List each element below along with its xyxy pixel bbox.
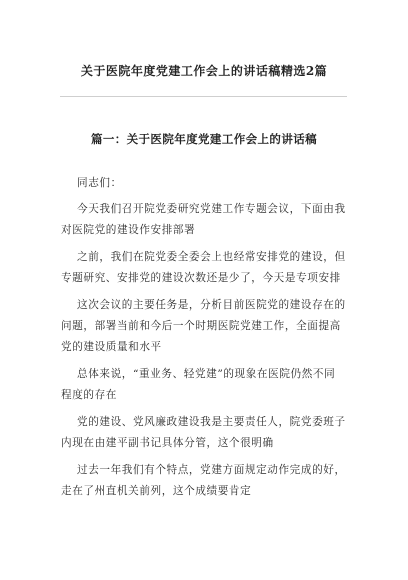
paragraph-line: 总体来说，“重业务、轻党建”的现象在医院仍然不同 xyxy=(77,368,336,380)
title-divider xyxy=(60,96,347,97)
paragraph-line: 这次会议的主要任务是，分析目前医院党的建设存在的 xyxy=(77,299,346,311)
paragraph-line: 走在了州直机关前列，这个成绩要肯定 xyxy=(61,485,252,497)
document-title: 关于医院年度党建工作会上的讲话稿精选2篇 xyxy=(80,64,328,78)
paragraph-line: 问题，部署当前和今后一个时期医院党建工作，全面提高 xyxy=(61,320,341,332)
paragraph-line: 同志们： xyxy=(77,177,122,189)
paragraph-line: 专题研究、安排党的建设次数还是少了，今天是专项安排 xyxy=(61,272,341,284)
paragraph-line: 程度的存在 xyxy=(61,389,117,401)
section-heading: 篇一：关于医院年度党建工作会上的讲话稿 xyxy=(90,132,318,146)
paragraph-line: 对医院党的建设作安排部署 xyxy=(61,224,196,236)
paragraph-line: 内现在由建平副书记具体分管，这个很明确 xyxy=(61,437,274,449)
paragraph-line: 过去一年我们有个特点，党建方面规定动作完成的好， xyxy=(77,464,346,476)
paragraph-line: 之前，我们在院党委全委会上也经常安排党的建设，但 xyxy=(77,251,346,263)
paragraph-line: 党的建设质量和水平 xyxy=(61,341,162,353)
paragraph-line: 今天我们召开院党委研究党建工作专题会议，下面由我 xyxy=(77,203,346,215)
paragraph-line: 党的建设、党风廉政建设我是主要责任人，院党委班子 xyxy=(77,416,346,428)
